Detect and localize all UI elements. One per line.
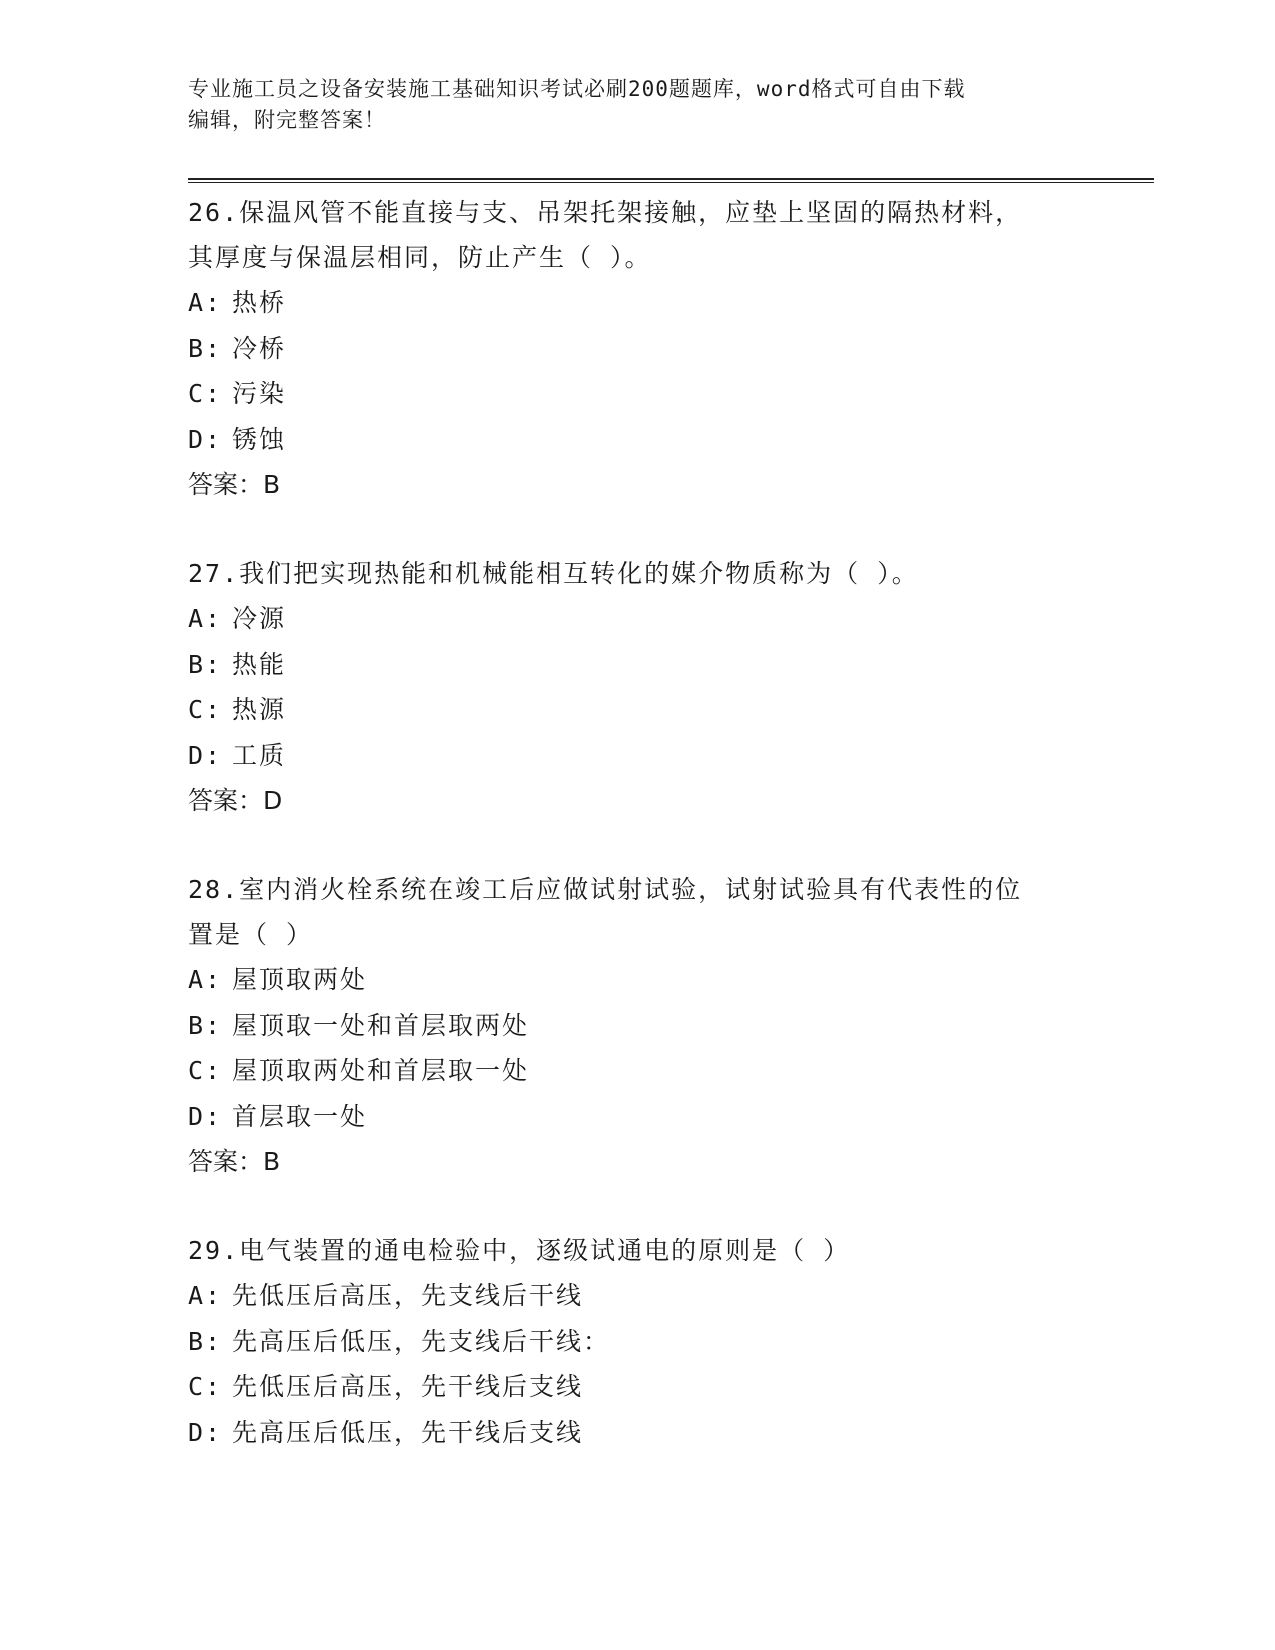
option-b xyxy=(188,326,1088,372)
question-text xyxy=(188,190,1088,235)
question-number: 29. xyxy=(188,1236,240,1265)
option-a xyxy=(188,596,1088,642)
question-list xyxy=(188,190,1088,1499)
option-text: 锈蚀 xyxy=(232,424,287,454)
option-text: 屋顶取两处 xyxy=(232,965,368,994)
option-key: A: xyxy=(188,1281,223,1310)
option-key: A: xyxy=(188,965,223,994)
answer-line: 答案：B xyxy=(188,1147,281,1176)
option-text: 先低压后高压，先支线后干线 xyxy=(232,1281,584,1310)
question-text xyxy=(188,867,1088,912)
question-text-line-1: 我们把实现热能和机械能相互转化的媒介物质称为（ ）。 xyxy=(239,559,919,588)
option-key: A: xyxy=(188,288,223,317)
option-b xyxy=(188,642,1088,688)
question-text-line-1: 室内消火栓系统在竣工后应做试射试验，试射试验具有代表性的位 xyxy=(239,875,1023,904)
option-text: 先高压后低压，先支线后干线： xyxy=(232,1326,611,1356)
question-26 xyxy=(188,190,1088,507)
option-text: 先高压后低压，先干线后支线 xyxy=(232,1417,584,1447)
option-d xyxy=(188,1094,1088,1140)
option-key: A: xyxy=(188,604,223,633)
answer-line: 答案：B xyxy=(188,470,281,499)
option-text: 冷源 xyxy=(232,604,287,633)
option-text: 热桥 xyxy=(232,288,287,317)
question-text-line-1: 电气装置的通电检验中，逐级试通电的原则是（ ） xyxy=(239,1236,851,1265)
option-a xyxy=(188,1273,1088,1319)
question-text-line-2: 置是（ ） xyxy=(188,920,314,949)
option-key: C: xyxy=(188,695,223,724)
question-number: 27. xyxy=(188,559,240,588)
question-number: 26. xyxy=(188,198,240,227)
question-number: 28. xyxy=(188,875,240,904)
option-text: 热源 xyxy=(232,695,287,724)
option-text: 首层取一处 xyxy=(232,1101,368,1131)
option-key: B: xyxy=(188,649,223,679)
question-27 xyxy=(188,551,1088,823)
option-a xyxy=(188,957,1088,1003)
option-key: C: xyxy=(188,379,223,408)
option-text: 屋顶取一处和首层取两处 xyxy=(232,1010,530,1040)
question-text xyxy=(188,1228,1088,1273)
option-text: 热能 xyxy=(232,649,287,679)
option-key: B: xyxy=(188,1010,223,1040)
option-b xyxy=(188,1003,1088,1049)
question-text xyxy=(188,551,1088,596)
option-d xyxy=(188,1410,1088,1456)
option-b xyxy=(188,1319,1088,1365)
header-divider-thick xyxy=(188,178,1154,180)
document-header xyxy=(188,74,1088,136)
option-text: 污染 xyxy=(232,379,287,408)
option-d xyxy=(188,417,1088,463)
option-text: 屋顶取两处和首层取一处 xyxy=(232,1056,530,1085)
question-text-line-2: 其厚度与保温层相同，防止产生（ ）。 xyxy=(188,243,652,272)
option-c xyxy=(188,371,1088,417)
option-key: B: xyxy=(188,1326,223,1356)
answer-line: 答案：D xyxy=(188,786,283,815)
option-text: 冷桥 xyxy=(232,333,287,363)
question-28 xyxy=(188,867,1088,1184)
option-text: 工质 xyxy=(232,740,287,770)
option-text: 先低压后高压，先干线后支线 xyxy=(232,1372,584,1401)
option-key: D: xyxy=(188,740,223,770)
option-key: D: xyxy=(188,424,223,454)
question-text-line-1: 保温风管不能直接与支、吊架托架接触，应垫上坚固的隔热材料， xyxy=(239,198,1023,227)
option-c xyxy=(188,1048,1088,1094)
option-key: C: xyxy=(188,1056,223,1085)
option-c xyxy=(188,1364,1088,1410)
option-c xyxy=(188,687,1088,733)
question-29 xyxy=(188,1228,1088,1455)
option-a xyxy=(188,280,1088,326)
option-key: C: xyxy=(188,1372,223,1401)
header-divider-thin xyxy=(188,182,1154,183)
option-d xyxy=(188,733,1088,779)
option-key: D: xyxy=(188,1417,223,1447)
header-title-line-1: 专业施工员之设备安装施工基础知识考试必刷200题题库，word格式可自由下载 xyxy=(188,77,966,101)
header-title-line-2: 编辑，附完整答案！ xyxy=(188,108,386,132)
option-key: D: xyxy=(188,1101,223,1131)
option-key: B: xyxy=(188,333,223,363)
